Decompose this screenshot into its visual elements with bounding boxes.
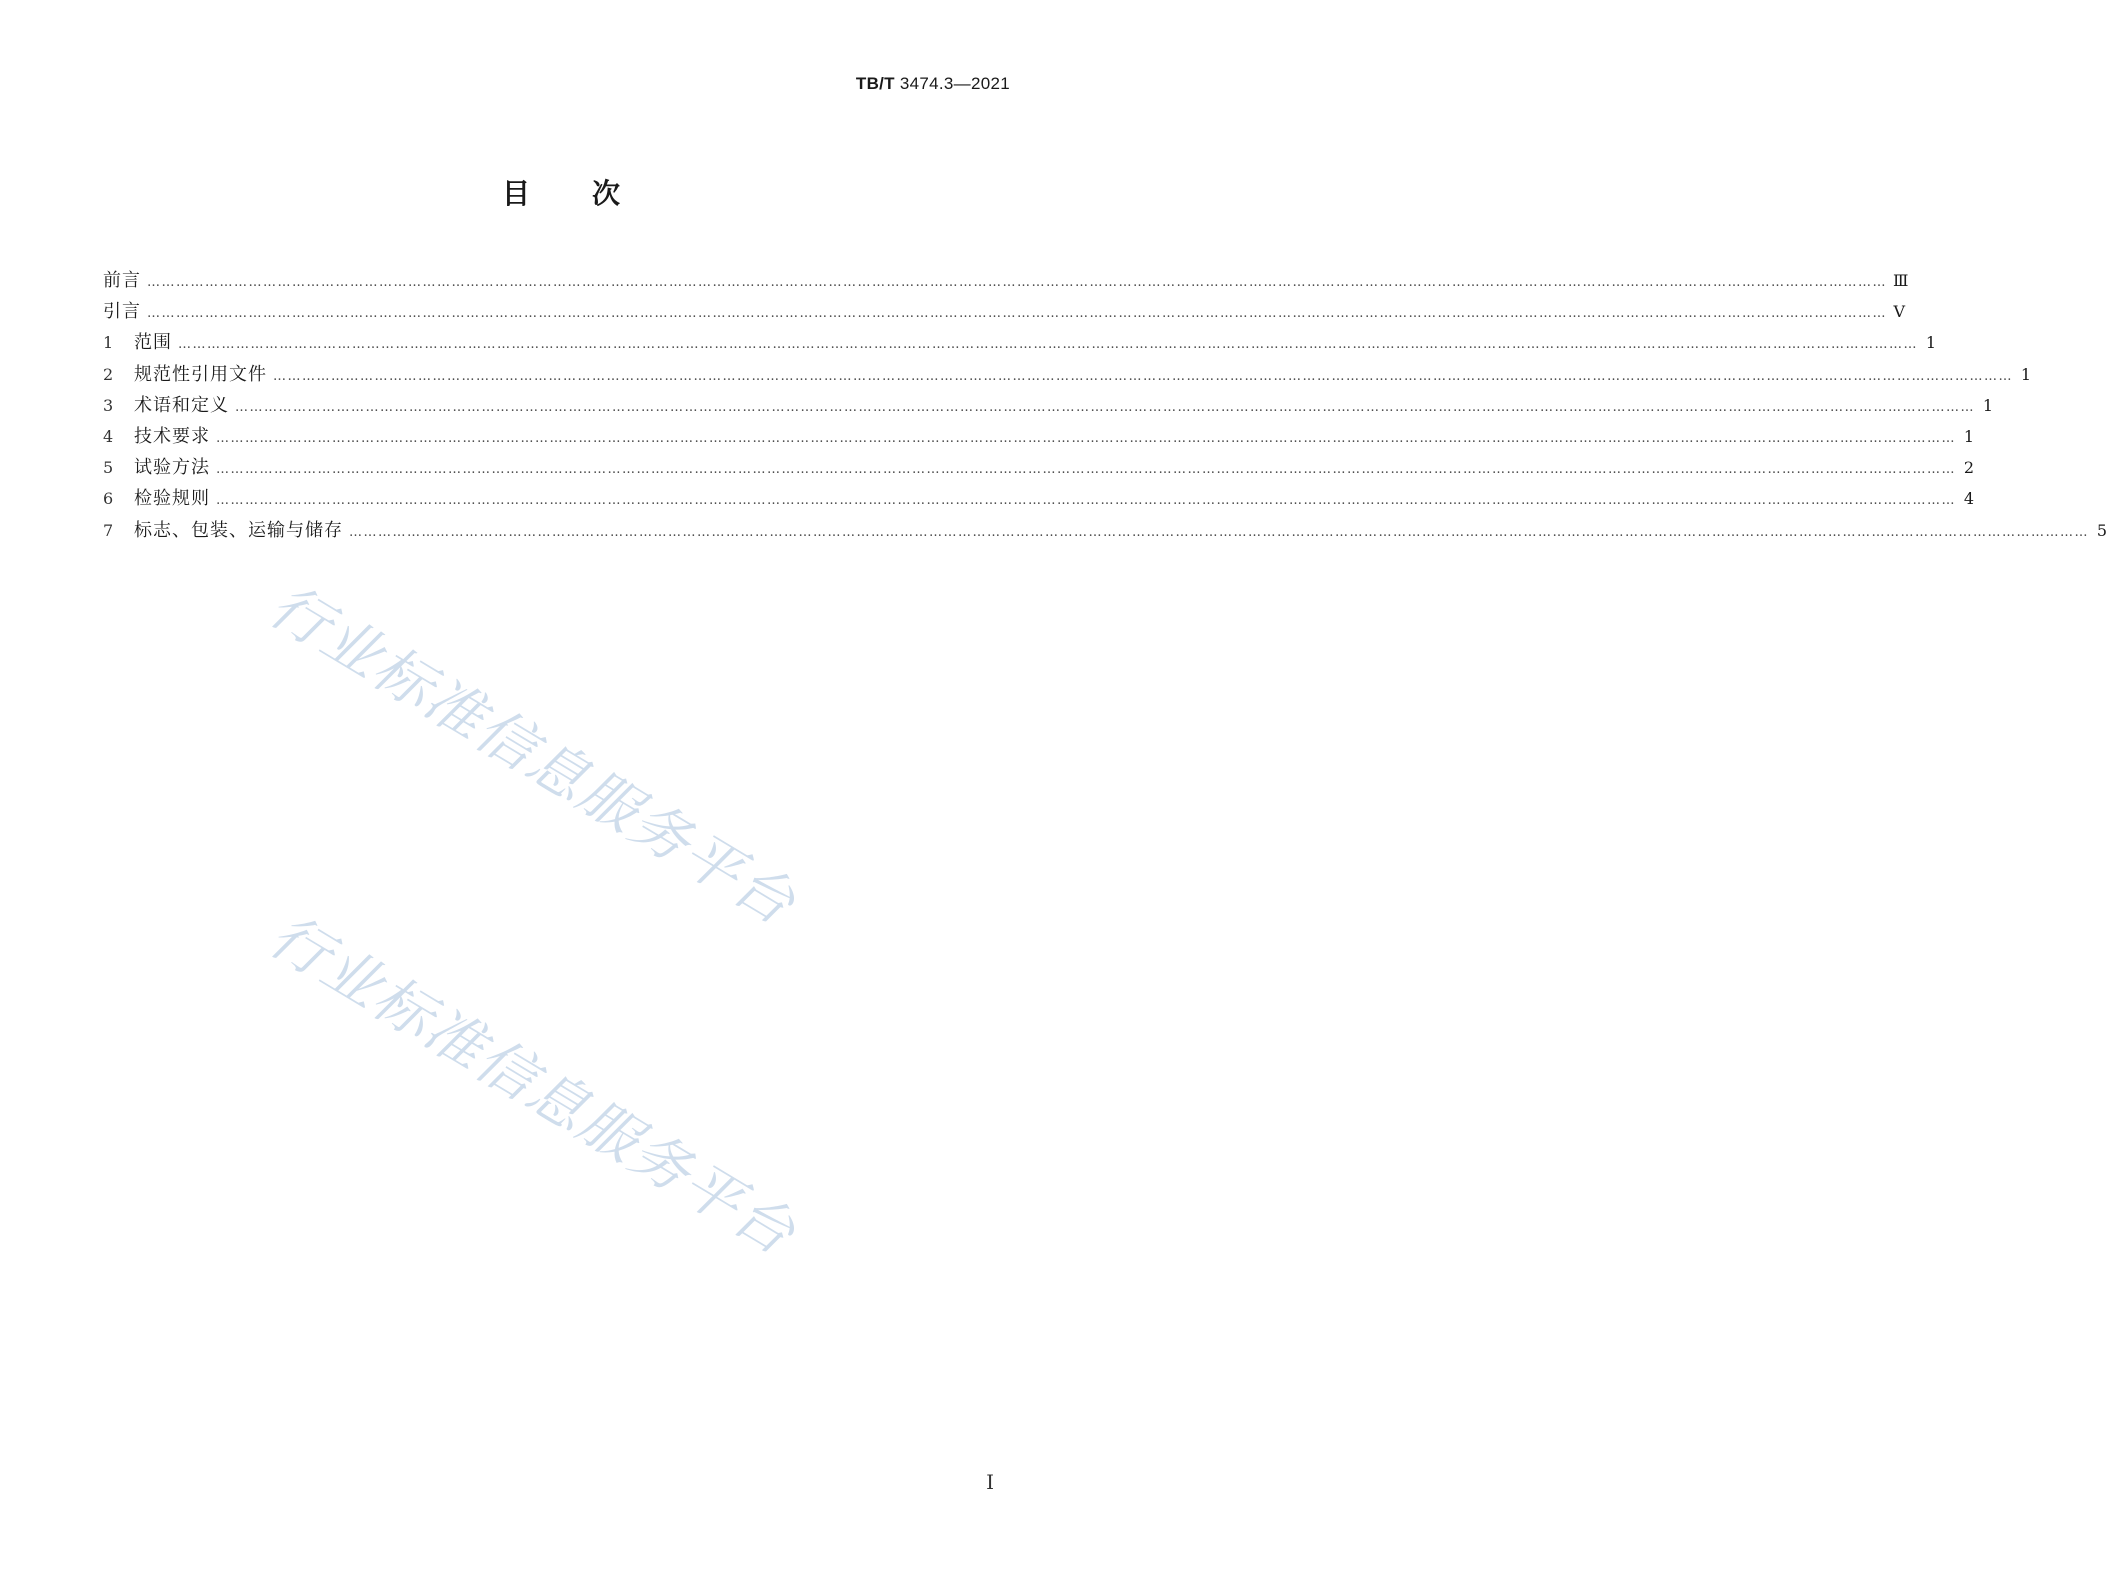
toc-entry-number: 4	[103, 426, 114, 446]
page-title: 目次	[501, 177, 682, 210]
standard-code-prefix: TB/T	[855, 74, 895, 93]
toc-entry-number: 2	[103, 364, 114, 384]
toc-entry-page: 1	[1963, 426, 1974, 446]
dot-leader: ………………………………………………………………………………………………………………………………………………………………………………………………………………………………………………………………………………………………………………………………	[216, 430, 1956, 446]
toc-entry-terms-definitions[interactable]	[103, 391, 1993, 422]
toc-entry-inspection-rules[interactable]	[103, 484, 1974, 515]
toc-entry-title: 技术要求	[134, 425, 210, 447]
toc-entry-page: 2	[1963, 458, 1974, 478]
dot-leader: ………………………………………………………………………………………………………………………………………………………………………………………………………………………………………………………………………………………………………………………………	[235, 399, 1975, 415]
toc-entry-title: 规范性引用文件	[134, 363, 267, 385]
toc-entry-introduction[interactable]	[103, 297, 1905, 328]
toc-entry-number: 7	[103, 520, 114, 540]
toc-entry-page: 4	[1963, 489, 1974, 509]
toc-entry-normative-references[interactable]	[103, 360, 2031, 391]
dot-leader: ………………………………………………………………………………………………………………………………………………………………………………………………………………………………………………………………………………………………………………………………	[147, 306, 1887, 322]
toc-entry-title: 引言	[103, 301, 141, 323]
toc-entry-foreword[interactable]	[103, 266, 1909, 297]
toc-entry-title: 检验规则	[134, 488, 210, 510]
standard-code	[856, 74, 1010, 94]
dot-leader: ………………………………………………………………………………………………………………………………………………………………………………………………………………………………………………………………………………………………………………………………	[147, 275, 1887, 290]
standard-code-number: 3474.3—2021	[894, 74, 1010, 93]
toc-entry-page: 5	[2096, 520, 2107, 540]
toc-entry-title: 前言	[103, 270, 141, 291]
dot-leader: ………………………………………………………………………………………………………………………………………………………………………………………………………………………………………………………………………………………………………………………………	[273, 368, 2013, 384]
toc-entry-page: 1	[1925, 333, 1936, 353]
table-of-contents	[103, 266, 2107, 547]
toc-entry-title: 术语和定义	[134, 394, 229, 416]
toc-entry-technical-requirements[interactable]	[103, 422, 1974, 453]
dot-leader: ………………………………………………………………………………………………………………………………………………………………………………………………………………………………………………………………………………………………………………………………	[349, 524, 2089, 540]
watermark-text: 行业标准信息服务平台	[258, 901, 808, 1269]
dot-leader: ………………………………………………………………………………………………………………………………………………………………………………………………………………………………………………………………………………………………………………………………	[216, 462, 1956, 478]
toc-entry-number: 3	[103, 395, 114, 415]
toc-entry-scope[interactable]	[103, 328, 1936, 359]
toc-entry-test-methods[interactable]	[103, 453, 1974, 484]
page-number: Ⅰ	[986, 1470, 994, 1494]
toc-entry-page: Ⅴ	[1893, 302, 1905, 322]
toc-entry-marking-packaging[interactable]	[103, 516, 2107, 547]
toc-entry-number: 5	[103, 458, 114, 478]
toc-entry-number: 6	[103, 489, 114, 509]
toc-entry-page: Ⅲ	[1893, 271, 1909, 290]
dot-leader: ………………………………………………………………………………………………………………………………………………………………………………………………………………………………………………………………………………………………………………………………	[216, 493, 1956, 509]
toc-entry-page: 1	[2020, 364, 2031, 384]
toc-entry-number: 1	[103, 333, 114, 353]
toc-entry-page: 1	[1982, 395, 1993, 415]
dot-leader: ………………………………………………………………………………………………………………………………………………………………………………………………………………………………………………………………………………………………………………………………	[178, 337, 1918, 353]
toc-entry-title: 范围	[134, 332, 172, 354]
toc-entry-title: 标志、包装、运输与储存	[134, 519, 343, 541]
toc-entry-title: 试验方法	[134, 457, 210, 479]
watermark-text: 行业标准信息服务平台	[258, 571, 808, 939]
